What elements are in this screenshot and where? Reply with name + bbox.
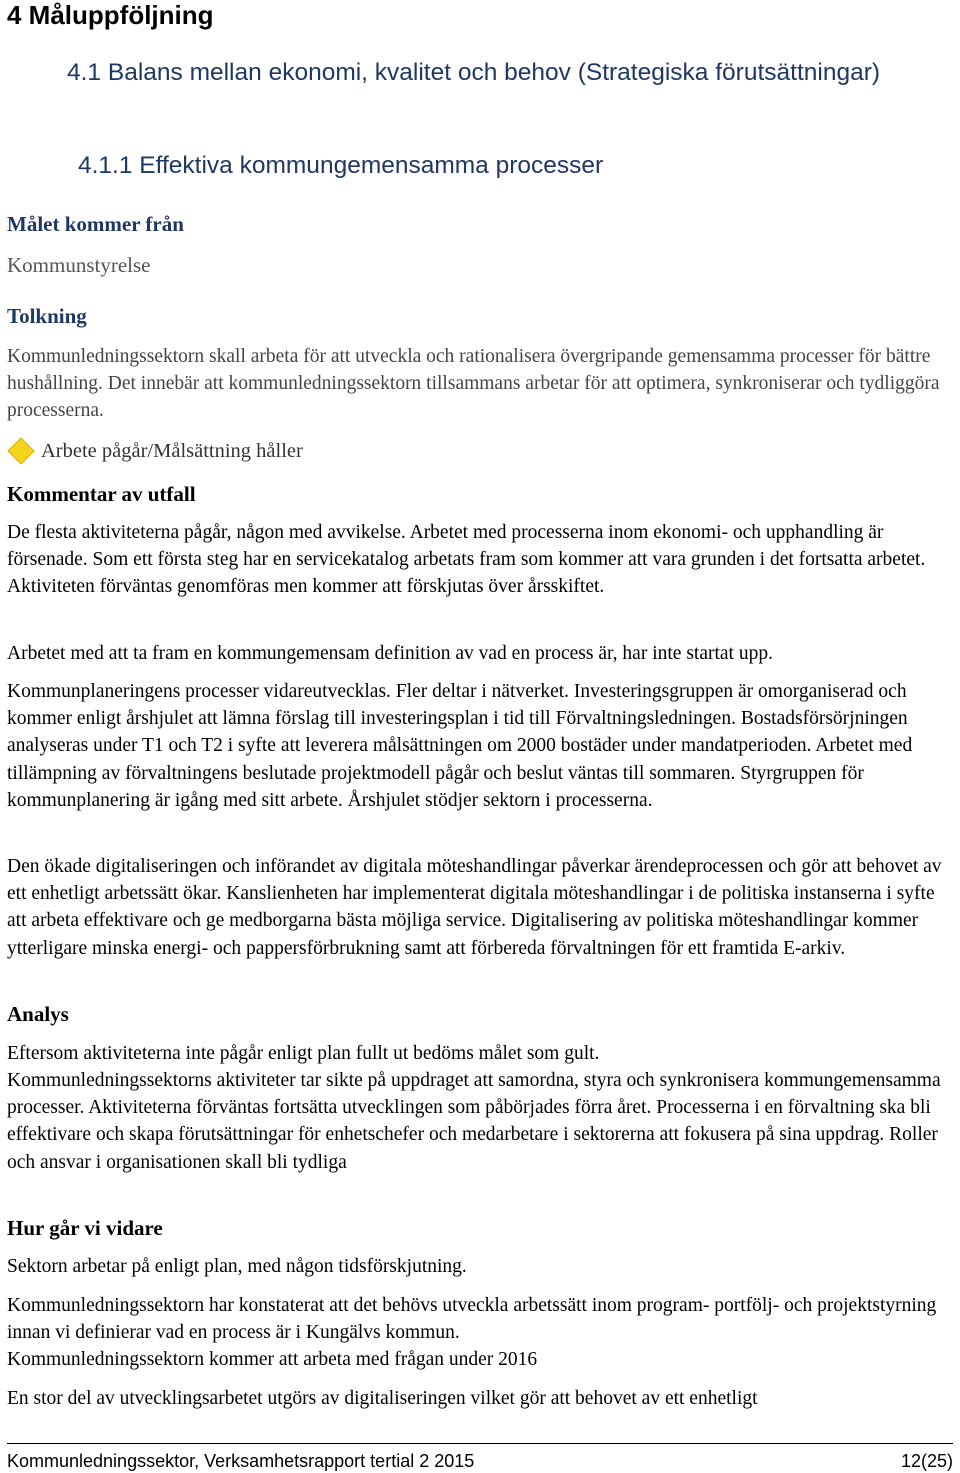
analysis-paragraph: Eftersom aktiviteterna inte pågår enligt plan fullt ut bedöms målet som gult. [7, 1043, 600, 1064]
next-steps-paragraph: Kommunledningssektorn har konstaterat att det behövs utveckla arbetssätt inom program- portfölj- och projektstyrning innan vi definierar vad en process är i Kungälvs kommun. [7, 1295, 937, 1344]
next-steps-paragraph: Kommunledningssektorn kommer att arbeta med frågan under 2016 [7, 1349, 538, 1370]
comment-paragraph: Den ökade digitaliseringen och införandet av digitala möteshandlingar påverkar ärendeprocessen och gör att behovet av ett enhetligt arbetssätt ökar. Kanslienheten har implementerat digitala möteshandlingar i de politiska instanserna i syfte att arbeta effektivare och ge medborgarna bästa möjliga service. Digitalisering av politiska möteshandlingar kommer ytterligare minska energi- och pappersförbrukning samt att förbereda förvaltningen för ett framtida E-arkiv. [7, 856, 942, 959]
status-indicator [7, 437, 303, 465]
comment-label: Kommentar av utfall [7, 482, 196, 506]
page-number: 12(25) [900, 1451, 953, 1471]
next-steps-paragraph: En stor del av utvecklingsarbetet utgörs av digitaliseringen vilket gör att behovet av ett enhetligt [7, 1388, 758, 1409]
heading-1: 4 Måluppföljning [7, 0, 214, 30]
next-steps-paragraph: Sektorn arbetar på enligt plan, med någon tidsförskjutning. [7, 1256, 467, 1277]
goal-source-label: Målet kommer från [7, 212, 184, 236]
comment-paragraph: Kommunplaneringens processer vidareutvecklas. Fler deltar i nätverket. Investeringsgruppen är omorganiserad och kommer enligt årshjulet att lämna förslag till investeringsplan i tid till Förvaltningsledningen. Bostadsförsörjningen analyseras under T1 och T2 i syfte att leverera målsättningen om 2000 bostäder under mandatperioden. Arbetet med tillämpning av förvaltningens beslutade projektmodell pågår och beslut väntas till sommaren. Styrgruppen för kommunplanering är igång med sitt arbete. Årshjulet stödjer sektorn i processerna. [7, 681, 913, 811]
footer-divider [7, 1443, 953, 1444]
heading-3: 4.1.1 Effektiva kommungemensamma processer [78, 152, 604, 179]
analysis-label: Analys [7, 1002, 69, 1026]
comment-paragraph: De flesta aktiviteterna pågår, någon med avvikelse. Arbetet med processerna inom ekonomi- och upphandling är försenade. Som ett första steg har en servicekatalog arbetats fram som kommer att vara grunden i det fortsatta arbetet. Aktiviteten förväntas genomföras men kommer att förskjutas över årsskiftet. [7, 522, 926, 598]
heading-2: 4.1 Balans mellan ekonomi, kvalitet och behov (Strategiska förutsättningar) [67, 59, 881, 86]
footer-title: Kommunledningssektor, Verksamhetsrapport tertial 2 2015 [7, 1451, 475, 1471]
goal-source-value: Kommunstyrelse [7, 253, 151, 277]
analysis-paragraph: Kommunledningssektorns aktiviteter tar sikte på uppdraget att samordna, styra och synkronisera kommungemensamma processer. Aktiviteterna förväntas fortsätta utvecklingen som påbörjades förra året. Processerna i en förvaltning ska bli effektivare och skapa förutsättningar för enhetschefer och medarbetare i sektorerna att fokusera på sina uppdrag. Roller och ansvar i organisationen skall bli tydliga [7, 1070, 941, 1173]
status-text: Arbete pågår/Målsättning håller [41, 439, 303, 462]
comment-paragraph: Arbetet med att ta fram en kommungemensam definition av vad en process är, har inte startat upp. [7, 643, 773, 664]
yellow-diamond-icon [7, 437, 35, 465]
next-steps-label: Hur går vi vidare [7, 1216, 163, 1240]
interpretation-text: Kommunledningssektorn skall arbeta för att utveckla och rationalisera övergripande gemensamma processer för bättre hushållning. Det innebär att kommunledningssektorn tillsammans arbetar för att optimera, synkroniserar och tydliggöra processerna. [7, 346, 940, 422]
interpretation-label: Tolkning [7, 304, 87, 328]
